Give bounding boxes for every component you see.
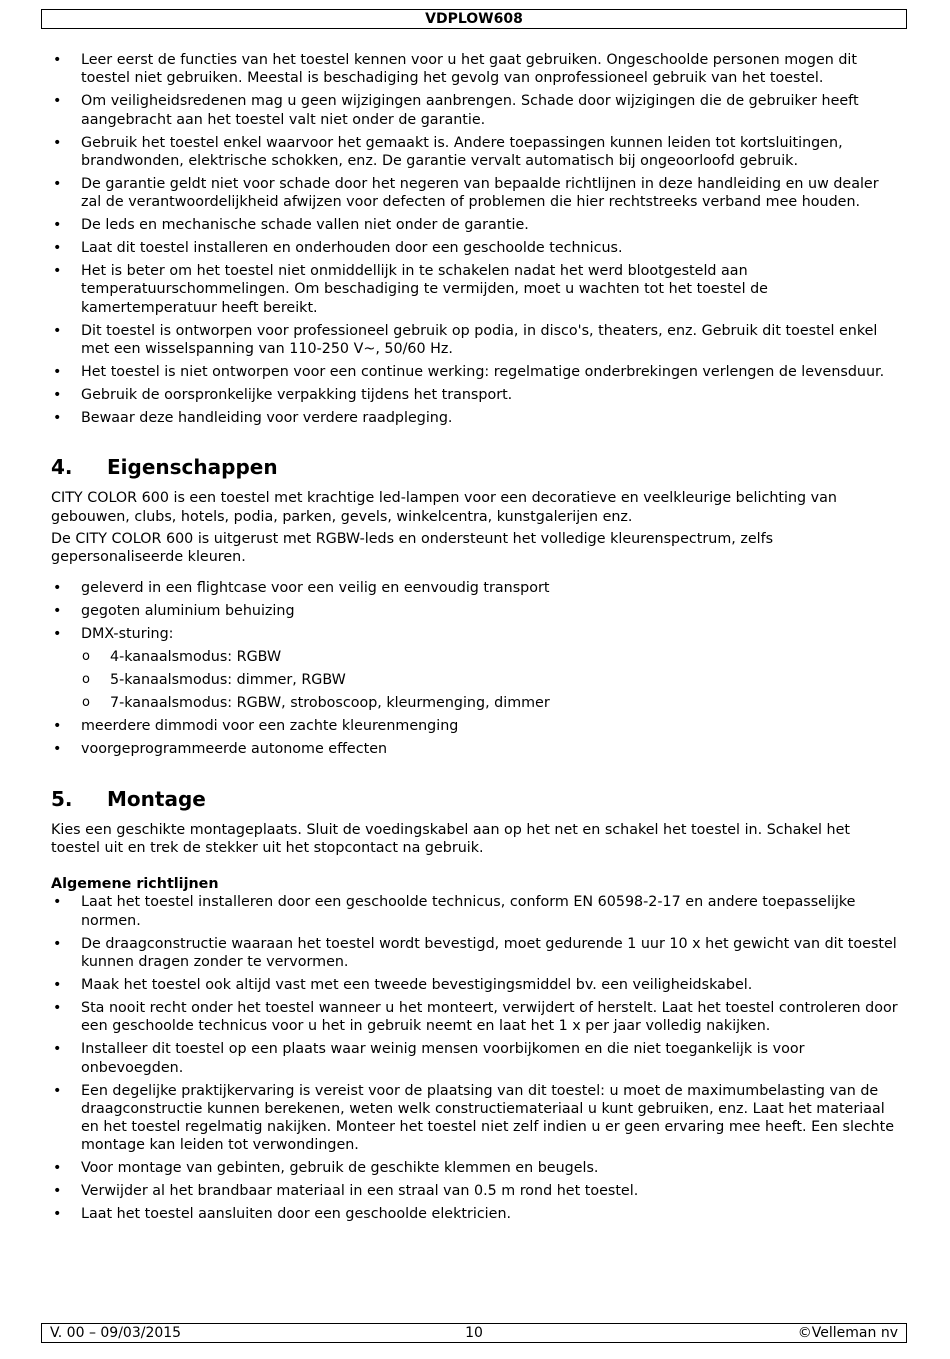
list-item: o 4-kanaalsmodus: RGBW	[81, 648, 901, 666]
guidelines-list	[51, 893, 901, 1223]
list-item: • Sta nooit recht onder het toestel wanneer u het monteert, verwijdert of herstelt. Laat het toestel controleren door een geschoolde technicus voor u het in gebruik neemt en laat het 1 x per jaar volledig nakijken.	[51, 999, 901, 1036]
section-4-heading	[51, 455, 901, 479]
list-item: • voorgeprogrammeerde autonome effecten	[51, 740, 901, 758]
dmx-label: DMX-sturing:	[81, 626, 174, 643]
guidelines-subheading: Algemene richtlijnen	[51, 876, 219, 893]
list-item: o 5-kanaalsmodus: dimmer, RGBW	[81, 671, 901, 689]
list-item: • Maak het toestel ook altijd vast met een tweede bevestigingsmiddel bv. een veiligheidskabel.	[51, 976, 901, 994]
list-item: • De garantie geldt niet voor schade door het negeren van bepaalde richtlijnen in deze handleiding en uw dealer zal de verantwoordelijkheid afwijzen voor defecten of problemen die hier rechtstreeks verband mee houden.	[51, 175, 901, 212]
list-item: • Dit toestel is ontworpen voor professioneel gebruik op podia, in disco's, theaters, enz. Gebruik dit toestel enkel met een wisselspanning van 110-250 V~, 50/60 Hz.	[51, 322, 901, 359]
list-item: • Installeer dit toestel op een plaats waar weinig mensen voorbijkomen en die niet toegankelijk is voor onbevoegden.	[51, 1040, 901, 1077]
list-item: • Bewaar deze handleiding voor verdere raadpleging.	[51, 409, 901, 427]
page-footer	[41, 1323, 907, 1343]
list-item: • De leds en mechanische schade vallen niet onder de garantie.	[51, 216, 901, 234]
section-4-paragraph: CITY COLOR 600 is een toestel met krachtige led-lampen voor een decoratieve en veelkleurige belichting van gebouwen, clubs, hotels, podia, parken, gevels, winkelcentra, kunstgalerijen enz.	[51, 490, 837, 525]
dmx-modes-list	[81, 648, 901, 712]
page-content	[51, 51, 901, 1228]
list-item: o 7-kanaalsmodus: RGBW, stroboscoop, kleurmenging, dimmer	[81, 694, 901, 712]
list-item: • Leer eerst de functies van het toestel kennen voor u het gaat gebruiken. Ongeschoolde personen mogen dit toestel niet gebruiken. Meestal is beschadiging het gevolg van onprofessioneel gebruik van het toestel.	[51, 51, 901, 88]
safety-bullet-list	[51, 51, 901, 427]
list-item: • Het is beter om het toestel niet onmiddellijk in te schakelen nadat het werd blootgesteld aan temperatuurschommelingen. Om beschadiging te vermijden, moet u wachten tot het toestel de kamertemperatuur heeft bereikt.	[51, 262, 901, 317]
footer-version: V. 00 – 09/03/2015	[50, 1325, 182, 1341]
section-4-number: 4.	[51, 455, 73, 480]
section-5-heading	[51, 787, 901, 811]
list-item: • Het toestel is niet ontworpen voor een continue werking: regelmatige onderbrekingen verlengen de levensduur.	[51, 363, 901, 381]
section-5-intro: Kies een geschikte montageplaats. Sluit de voedingskabel aan op het net en schakel het toestel in. Schakel het toestel uit en trek de stekker uit het stopcontact na gebruik.	[51, 821, 850, 856]
section-4-paragraph: De CITY COLOR 600 is uitgerust met RGBW-leds en ondersteunt het volledige kleurenspectrum, zelfs gepersonaliseerde kleuren.	[51, 530, 774, 566]
footer-copyright: ©Velleman nv	[797, 1325, 898, 1341]
page-header	[41, 9, 907, 29]
list-item: • geleverd in een flightcase voor een veilig en eenvoudig transport	[51, 579, 901, 597]
list-item: • Voor montage van gebinten, gebruik de geschikte klemmen en beugels.	[51, 1159, 901, 1177]
footer-page-number: 10	[465, 1325, 483, 1341]
list-item: • Laat dit toestel installeren en onderhouden door een geschoolde technicus.	[51, 239, 901, 257]
list-item: • Om veiligheidsredenen mag u geen wijzigingen aanbrengen. Schade door wijzigingen die de gebruiker heeft aangebracht aan het toestel valt niet onder de garantie.	[51, 92, 901, 129]
list-item: • Gebruik het toestel enkel waarvoor het gemaakt is. Andere toepassingen kunnen leiden tot kortsluitingen, brandwonden, elektrische schokken, enz. De garantie vervalt automatisch bij ongeoorloofd gebruik.	[51, 134, 901, 171]
list-item: • gegoten aluminium behuizing	[51, 602, 901, 620]
section-5-number: 5.	[51, 786, 73, 811]
list-item	[51, 625, 901, 712]
section-4-title: Eigenschappen	[107, 455, 278, 480]
features-list	[51, 579, 901, 758]
list-item: • meerdere dimmodi voor een zachte kleurenmenging	[51, 717, 901, 735]
list-item: • Gebruik de oorspronkelijke verpakking tijdens het transport.	[51, 386, 901, 404]
list-item: • De draagconstructie waaraan het toestel wordt bevestigd, moet gedurende 1 uur 10 x het gewicht van dit toestel kunnen dragen zonder te vervormen.	[51, 935, 901, 972]
list-item: • Laat het toestel installeren door een geschoolde technicus, conform EN 60598-2-17 en andere toepasselijke normen.	[51, 893, 901, 930]
list-item: • Laat het toestel aansluiten door een geschoolde elektricien.	[51, 1205, 901, 1223]
list-item: • Verwijder al het brandbaar materiaal in een straal van 0.5 m rond het toestel.	[51, 1182, 901, 1200]
header-title: VDPLOW608	[425, 11, 523, 27]
list-item: • Een degelijke praktijkervaring is vereist voor de plaatsing van dit toestel: u moet de maximumbelasting van de draagconstructie kunnen berekenen, weten welk constructiemateriaal u kunt gebruiken, enz. Laat het materiaal en het toestel regelmatig nakijken. Monteer het toestel niet zelf indien u er geen ervaring mee heeft. Een slechte montage kan leiden tot verwondingen.	[51, 1082, 901, 1155]
section-5-title: Montage	[107, 786, 206, 811]
